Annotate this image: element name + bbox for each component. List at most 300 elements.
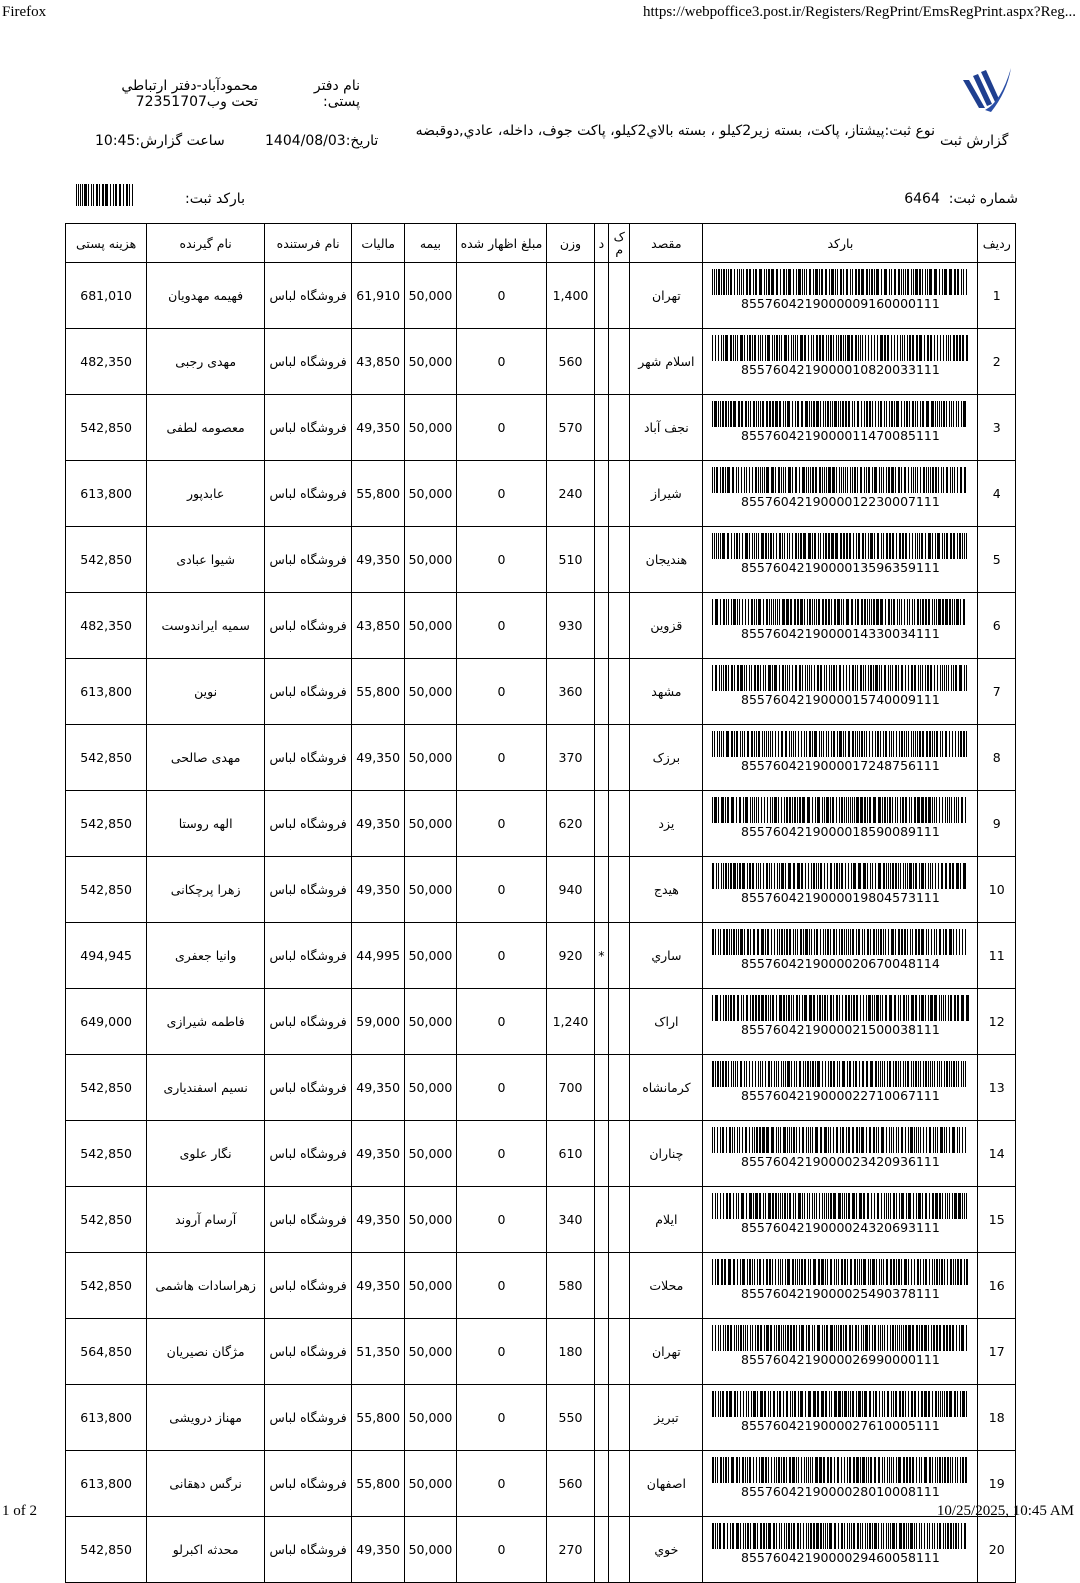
declared-value: 0: [456, 725, 546, 791]
receiver-name: فاطمه شیرازی: [147, 989, 265, 1055]
receiver-name: عابدپور: [147, 461, 265, 527]
header-km: ک م: [609, 224, 630, 263]
km-cell: [609, 923, 630, 989]
weight: 340: [547, 1187, 595, 1253]
receiver-name: زهراسادات هاشمی: [147, 1253, 265, 1319]
header-destination: مقصد: [630, 224, 703, 263]
barcode-image: [711, 863, 969, 889]
destination: اراک: [630, 989, 703, 1055]
declared-value: 0: [456, 1121, 546, 1187]
barcode-number: 8557604219000012230007111: [741, 494, 940, 509]
destination: محلات: [630, 1253, 703, 1319]
sender-name: فروشگاه لباس: [265, 1121, 352, 1187]
destination: اسلام شهر: [630, 329, 703, 395]
postal-cost: 542,850: [66, 791, 147, 857]
barcode-number: 8557604219000028010008111: [741, 1484, 940, 1499]
office-label: نام دفتر پستی:: [313, 78, 360, 110]
sender-name: فروشگاه لباس: [265, 725, 352, 791]
weight: 940: [547, 857, 595, 923]
barcode-image: [711, 1193, 969, 1219]
barcode-number: 8557604219000011470085111: [741, 428, 940, 443]
receiver-name: زهرا پرچکانی: [147, 857, 265, 923]
barcode-cell: [703, 1187, 978, 1253]
km-cell: [609, 1319, 630, 1385]
row-number: 19: [978, 1451, 1016, 1517]
postal-cost: 564,850: [66, 1319, 147, 1385]
barcode-image: [711, 1259, 969, 1285]
table-row: [66, 1121, 1016, 1187]
row-number: 17: [978, 1319, 1016, 1385]
destination: شیراز: [630, 461, 703, 527]
destination: خوي: [630, 1517, 703, 1583]
declared-value: 0: [456, 1187, 546, 1253]
row-number: 7: [978, 659, 1016, 725]
sender-name: فروشگاه لباس: [265, 593, 352, 659]
sender-name: فروشگاه لباس: [265, 857, 352, 923]
barcode-image: [711, 533, 969, 559]
d-cell: [594, 1121, 608, 1187]
weight: 920: [547, 923, 595, 989]
destination: اصفهان: [630, 1451, 703, 1517]
receiver-name: نوین: [147, 659, 265, 725]
sender-name: فروشگاه لباس: [265, 1385, 352, 1451]
barcode-image: [711, 269, 969, 295]
row-number: 2: [978, 329, 1016, 395]
header-insurance: بیمه: [405, 224, 457, 263]
postal-cost: 494,945: [66, 923, 147, 989]
insurance: 50,000: [405, 461, 457, 527]
sender-name: فروشگاه لباس: [265, 659, 352, 725]
d-cell: [594, 527, 608, 593]
sender-name: فروشگاه لباس: [265, 1055, 352, 1121]
receiver-name: نرگس دهقانی: [147, 1451, 265, 1517]
barcode-image: [711, 995, 969, 1021]
receiver-name: سمیه ایراندوست: [147, 593, 265, 659]
insurance: 50,000: [405, 527, 457, 593]
tax: 49,350: [352, 725, 405, 791]
tax: 49,350: [352, 791, 405, 857]
tax: 49,350: [352, 1187, 405, 1253]
table-row: [66, 725, 1016, 791]
declared-value: 0: [456, 857, 546, 923]
barcode-image: [711, 1391, 969, 1417]
receiver-name: آرسام آروند: [147, 1187, 265, 1253]
d-cell: [594, 1055, 608, 1121]
postal-cost: 542,850: [66, 725, 147, 791]
header-barcode: بارکد: [703, 224, 978, 263]
receiver-name: معصومه لطفی: [147, 395, 265, 461]
postal-cost: 649,000: [66, 989, 147, 1055]
sender-name: فروشگاه لباس: [265, 1253, 352, 1319]
sender-name: فروشگاه لباس: [265, 329, 352, 395]
print-footer: [0, 1501, 1080, 1523]
header-tax: مالیات: [352, 224, 405, 263]
declared-value: 0: [456, 329, 546, 395]
d-cell: [594, 725, 608, 791]
barcode-number: 8557604219000019804573111: [741, 890, 940, 905]
km-cell: [609, 461, 630, 527]
receiver-name: مهدی صالحی: [147, 725, 265, 791]
d-cell: [594, 263, 608, 329]
insurance: 50,000: [405, 1385, 457, 1451]
receiver-name: مهدی رجبی: [147, 329, 265, 395]
destination: تبریز: [630, 1385, 703, 1451]
tax: 49,350: [352, 1121, 405, 1187]
postal-cost: 681,010: [66, 263, 147, 329]
row-number: 13: [978, 1055, 1016, 1121]
receiver-name: مهناز درویشی: [147, 1385, 265, 1451]
km-cell: [609, 1121, 630, 1187]
weight: 360: [547, 659, 595, 725]
table-body: [66, 263, 1016, 1583]
d-cell: [594, 1517, 608, 1583]
row-number: 5: [978, 527, 1016, 593]
destination: هندیجان: [630, 527, 703, 593]
row-number: 18: [978, 1385, 1016, 1451]
row-number: 3: [978, 395, 1016, 461]
weight: 370: [547, 725, 595, 791]
header-weight: وزن: [547, 224, 595, 263]
declared-value: 0: [456, 659, 546, 725]
postal-cost: 542,850: [66, 1121, 147, 1187]
insurance: 50,000: [405, 1253, 457, 1319]
row-number: 8: [978, 725, 1016, 791]
tax: 55,800: [352, 1385, 405, 1451]
row-number: 9: [978, 791, 1016, 857]
report-title: گزارش ثبت: [940, 133, 1009, 149]
table-row: [66, 1253, 1016, 1319]
postal-cost: 482,350: [66, 329, 147, 395]
browser-name: Firefox: [2, 4, 47, 20]
d-cell: [594, 1319, 608, 1385]
tax: 55,800: [352, 1451, 405, 1517]
row-number: 10: [978, 857, 1016, 923]
barcode-number: 8557604219000017248756111: [741, 758, 940, 773]
weight: 700: [547, 1055, 595, 1121]
receiver-name: نسیم اسفندیاری: [147, 1055, 265, 1121]
receiver-name: نگار علوی: [147, 1121, 265, 1187]
table-row: [66, 659, 1016, 725]
destination: ایلام: [630, 1187, 703, 1253]
header-receiver: نام گیرنده: [147, 224, 265, 263]
tax: 55,800: [352, 659, 405, 725]
d-cell: [594, 989, 608, 1055]
km-cell: [609, 395, 630, 461]
row-number: 1: [978, 263, 1016, 329]
barcode-cell: [703, 923, 978, 989]
barcode-image: [711, 665, 969, 691]
tax: 49,350: [352, 527, 405, 593]
header-postal-cost: هزینه پستی: [66, 224, 147, 263]
receiver-name: شیوا عبادی: [147, 527, 265, 593]
sender-name: فروشگاه لباس: [265, 527, 352, 593]
table-row: [66, 329, 1016, 395]
weight: 580: [547, 1253, 595, 1319]
sender-name: فروشگاه لباس: [265, 1187, 352, 1253]
barcode-number: 8557604219000029460058111: [741, 1550, 940, 1565]
receiver-name: وانیا جعفری: [147, 923, 265, 989]
barcode-image: [711, 1325, 969, 1351]
tax: 43,850: [352, 329, 405, 395]
barcode-number: 8557604219000010820033111: [741, 362, 940, 377]
barcode-number: 8557604219000021500038111: [741, 1022, 940, 1037]
tax: 59,000: [352, 989, 405, 1055]
barcode-number: 8557604219000025490378111: [741, 1286, 940, 1301]
barcode-image: [711, 1061, 969, 1087]
header-d: د: [594, 224, 608, 263]
table-row: [66, 791, 1016, 857]
barcode-number: 8557604219000009160000111: [741, 296, 940, 311]
row-number: 16: [978, 1253, 1016, 1319]
declared-value: 0: [456, 989, 546, 1055]
tax: 49,350: [352, 1055, 405, 1121]
barcode-image: [711, 797, 969, 823]
km-cell: [609, 725, 630, 791]
postal-cost: 613,800: [66, 659, 147, 725]
tax: 49,350: [352, 857, 405, 923]
tax: 43,850: [352, 593, 405, 659]
declared-value: 0: [456, 1253, 546, 1319]
insurance: 50,000: [405, 1451, 457, 1517]
km-cell: [609, 857, 630, 923]
registration-number: شماره ثبت: 6464: [904, 191, 1018, 207]
print-header: [0, 2, 1080, 24]
barcode-cell: [703, 395, 978, 461]
tax: 49,350: [352, 1253, 405, 1319]
header-declared-value: مبلغ اظهار شده: [456, 224, 546, 263]
tax: 55,800: [352, 461, 405, 527]
registration-barcode: [75, 184, 136, 206]
table-row: [66, 461, 1016, 527]
declared-value: 0: [456, 395, 546, 461]
d-cell: [594, 461, 608, 527]
barcode-number: 8557604219000014330034111: [741, 626, 940, 641]
km-cell: [609, 659, 630, 725]
table-row: [66, 857, 1016, 923]
declared-value: 0: [456, 1451, 546, 1517]
d-cell: [594, 1187, 608, 1253]
insurance: 50,000: [405, 1187, 457, 1253]
d-cell: [594, 659, 608, 725]
postal-cost: 542,850: [66, 395, 147, 461]
destination: قزوین: [630, 593, 703, 659]
km-cell: [609, 263, 630, 329]
barcode-number: 8557604219000023420936111: [741, 1154, 940, 1169]
weight: 1,400: [547, 263, 595, 329]
postal-cost: 542,850: [66, 1055, 147, 1121]
insurance: 50,000: [405, 1055, 457, 1121]
barcode-cell: [703, 725, 978, 791]
km-cell: [609, 1253, 630, 1319]
declared-value: 0: [456, 1385, 546, 1451]
barcode-number: 8557604219000027610005111: [741, 1418, 940, 1433]
d-cell: [594, 857, 608, 923]
postal-cost: 613,800: [66, 1451, 147, 1517]
weight: 560: [547, 1451, 595, 1517]
weight: 550: [547, 1385, 595, 1451]
row-number: 4: [978, 461, 1016, 527]
tax: 44,995: [352, 923, 405, 989]
postal-cost: 542,850: [66, 857, 147, 923]
barcode-cell: [703, 593, 978, 659]
registration-barcode-label: بارکد ثبت:: [185, 191, 245, 207]
d-cell: *: [594, 923, 608, 989]
km-cell: [609, 1187, 630, 1253]
receiver-name: محدثه اکبرلو: [147, 1517, 265, 1583]
barcode-image: [711, 1127, 969, 1153]
barcode-cell: [703, 1121, 978, 1187]
insurance: 50,000: [405, 923, 457, 989]
insurance: 50,000: [405, 263, 457, 329]
barcode-number: 8557604219000013596359111: [741, 560, 940, 575]
sender-name: فروشگاه لباس: [265, 263, 352, 329]
table-row: [66, 1187, 1016, 1253]
barcode-image: [711, 467, 969, 493]
destination: مشهد: [630, 659, 703, 725]
km-cell: [609, 527, 630, 593]
table-row: [66, 395, 1016, 461]
barcode-cell: [703, 791, 978, 857]
barcode-cell: [703, 527, 978, 593]
weight: 930: [547, 593, 595, 659]
postal-cost: 542,850: [66, 1187, 147, 1253]
postal-cost: 542,850: [66, 1517, 147, 1583]
tax: 51,350: [352, 1319, 405, 1385]
declared-value: 0: [456, 263, 546, 329]
post-logo-icon: [955, 66, 1015, 122]
table-row: [66, 1385, 1016, 1451]
receiver-name: مژگان نصیریان: [147, 1319, 265, 1385]
insurance: 50,000: [405, 989, 457, 1055]
barcode-cell: [703, 989, 978, 1055]
destination: برزک: [630, 725, 703, 791]
barcode-image: [711, 335, 969, 361]
weight: 240: [547, 461, 595, 527]
barcode-cell: [703, 461, 978, 527]
table-row: [66, 527, 1016, 593]
destination: چناران: [630, 1121, 703, 1187]
insurance: 50,000: [405, 791, 457, 857]
declared-value: 0: [456, 461, 546, 527]
declared-value: 0: [456, 1319, 546, 1385]
sender-name: فروشگاه لباس: [265, 989, 352, 1055]
insurance: 50,000: [405, 1517, 457, 1583]
declared-value: 0: [456, 593, 546, 659]
barcode-cell: [703, 659, 978, 725]
postal-cost: 482,350: [66, 593, 147, 659]
report-date: تاریخ:1404/08/03: [265, 133, 379, 149]
tax: 49,350: [352, 395, 405, 461]
weight: 510: [547, 527, 595, 593]
km-cell: [609, 1385, 630, 1451]
sender-name: فروشگاه لباس: [265, 923, 352, 989]
barcode-number: 8557604219000022710067111: [741, 1088, 940, 1103]
barcode-number: 8557604219000018590089111: [741, 824, 940, 839]
destination: تهران: [630, 263, 703, 329]
d-cell: [594, 329, 608, 395]
row-number: 12: [978, 989, 1016, 1055]
report-time: ساعت گزارش:10:45: [95, 133, 225, 149]
row-number: 15: [978, 1187, 1016, 1253]
header-sender: نام فرستنده: [265, 224, 352, 263]
receiver-name: فهیمه مهدویان: [147, 263, 265, 329]
weight: 620: [547, 791, 595, 857]
weight: 560: [547, 329, 595, 395]
declared-value: 0: [456, 791, 546, 857]
table-header-row: [66, 224, 1016, 263]
km-cell: [609, 791, 630, 857]
km-cell: [609, 593, 630, 659]
destination: هیدج: [630, 857, 703, 923]
declared-value: 0: [456, 923, 546, 989]
postal-cost: 542,850: [66, 1253, 147, 1319]
barcode-number: 8557604219000015740009111: [741, 692, 940, 707]
office-value: محمودآباد-دفتر ارتباطي تحت وب72351707: [121, 78, 258, 110]
barcode-image: [711, 731, 969, 757]
weight: 570: [547, 395, 595, 461]
km-cell: [609, 329, 630, 395]
barcode-image: [711, 1457, 969, 1483]
barcode-image: [711, 401, 969, 427]
registration-table: [65, 223, 1016, 1583]
insurance: 50,000: [405, 1121, 457, 1187]
barcode-cell: [703, 1319, 978, 1385]
destination: ساري: [630, 923, 703, 989]
row-number: 20: [978, 1517, 1016, 1583]
insurance: 50,000: [405, 395, 457, 461]
barcode-number: 8557604219000024320693111: [741, 1220, 940, 1235]
sender-name: فروشگاه لباس: [265, 461, 352, 527]
km-cell: [609, 1055, 630, 1121]
postal-cost: 542,850: [66, 527, 147, 593]
barcode-cell: [703, 857, 978, 923]
table-row: [66, 593, 1016, 659]
destination: تهران: [630, 1319, 703, 1385]
barcode-number: 8557604219000026990000111: [741, 1352, 940, 1367]
sender-name: فروشگاه لباس: [265, 395, 352, 461]
sender-name: فروشگاه لباس: [265, 791, 352, 857]
insurance: 50,000: [405, 659, 457, 725]
insurance: 50,000: [405, 857, 457, 923]
barcode-cell: [703, 1385, 978, 1451]
barcode-cell: [703, 1055, 978, 1121]
row-number: 11: [978, 923, 1016, 989]
tax: 61,910: [352, 263, 405, 329]
table-row: [66, 263, 1016, 329]
barcode-number: 8557604219000020670048114: [741, 956, 940, 971]
d-cell: [594, 791, 608, 857]
destination: کرمانشاه: [630, 1055, 703, 1121]
sender-name: فروشگاه لباس: [265, 1319, 352, 1385]
table-row: [66, 1055, 1016, 1121]
barcode-image: [711, 929, 969, 955]
receiver-name: الهه روستا: [147, 791, 265, 857]
d-cell: [594, 395, 608, 461]
header-row-number: ردیف: [978, 224, 1016, 263]
declared-value: 0: [456, 527, 546, 593]
tax: 49,350: [352, 1517, 405, 1583]
barcode-cell: [703, 329, 978, 395]
weight: 610: [547, 1121, 595, 1187]
declared-value: 0: [456, 1517, 546, 1583]
barcode-cell: [703, 1517, 978, 1583]
page-indicator: 1 of 2: [2, 1503, 37, 1519]
insurance: 50,000: [405, 1319, 457, 1385]
table-row: [66, 1319, 1016, 1385]
page-url: https://webpoffice3.post.ir/Registers/RegPrint/EmsRegPrint.aspx?Reg...: [642, 4, 1076, 20]
row-number: 6: [978, 593, 1016, 659]
destination: نجف آباد: [630, 395, 703, 461]
